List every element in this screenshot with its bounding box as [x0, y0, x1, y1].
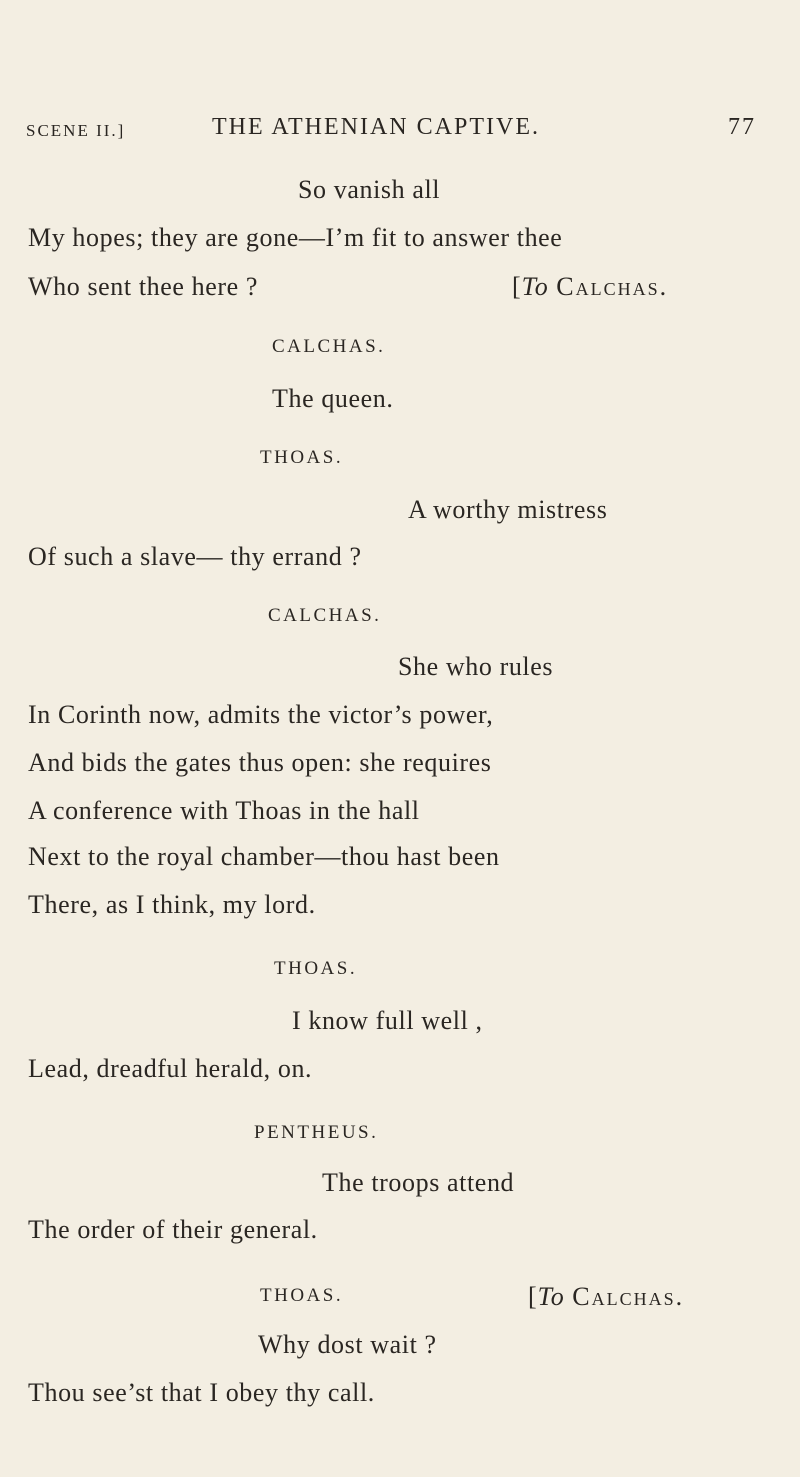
running-title: THE ATHENIAN CAPTIVE.	[212, 114, 540, 140]
verse-line: Lead, dreadful herald, on.	[28, 1054, 313, 1083]
verse-line: She who rules	[398, 652, 554, 681]
speaker-name: THOAS.	[260, 1285, 344, 1306]
verse-line: The queen.	[272, 384, 394, 413]
verse-line: The troops attend	[322, 1168, 515, 1197]
verse-line: Who sent thee here ?	[28, 272, 259, 301]
verse-line: Next to the royal chamber—thou hast been	[28, 842, 500, 871]
verse-line: So vanish all	[298, 175, 441, 204]
speaker-name: CALCHAS.	[268, 605, 382, 626]
verse-line: Why dost wait ?	[258, 1330, 437, 1359]
verse-line: There, as I think, my lord.	[28, 890, 316, 919]
speaker-name: CALCHAS.	[272, 336, 386, 357]
verse-line: And bids the gates thus open: she requires	[28, 748, 492, 777]
speaker-name: THOAS.	[260, 447, 344, 468]
speaker-name: PENTHEUS.	[254, 1122, 379, 1143]
verse-line: My hopes; they are gone—I’m fit to answer thee	[28, 223, 563, 252]
speaker-name: THOAS.	[274, 958, 358, 979]
verse-line: A worthy mistress	[408, 495, 608, 524]
verse-line: Thou see’st that I obey thy call.	[28, 1378, 375, 1407]
verse-line: I know full well ,	[292, 1006, 483, 1035]
stage-direction: [To Calchas.	[528, 1282, 685, 1311]
verse-line: Of such a slave— thy errand ?	[28, 542, 362, 571]
verse-line: In Corinth now, admits the victor’s power,	[28, 700, 494, 729]
verse-line: A conference with Thoas in the hall	[28, 796, 420, 825]
scene-marker: SCENE II.]	[26, 121, 126, 140]
stage-direction: [To Calchas.	[512, 272, 669, 301]
verse-line: The order of their general.	[28, 1215, 318, 1244]
page-number: 77	[728, 114, 756, 140]
